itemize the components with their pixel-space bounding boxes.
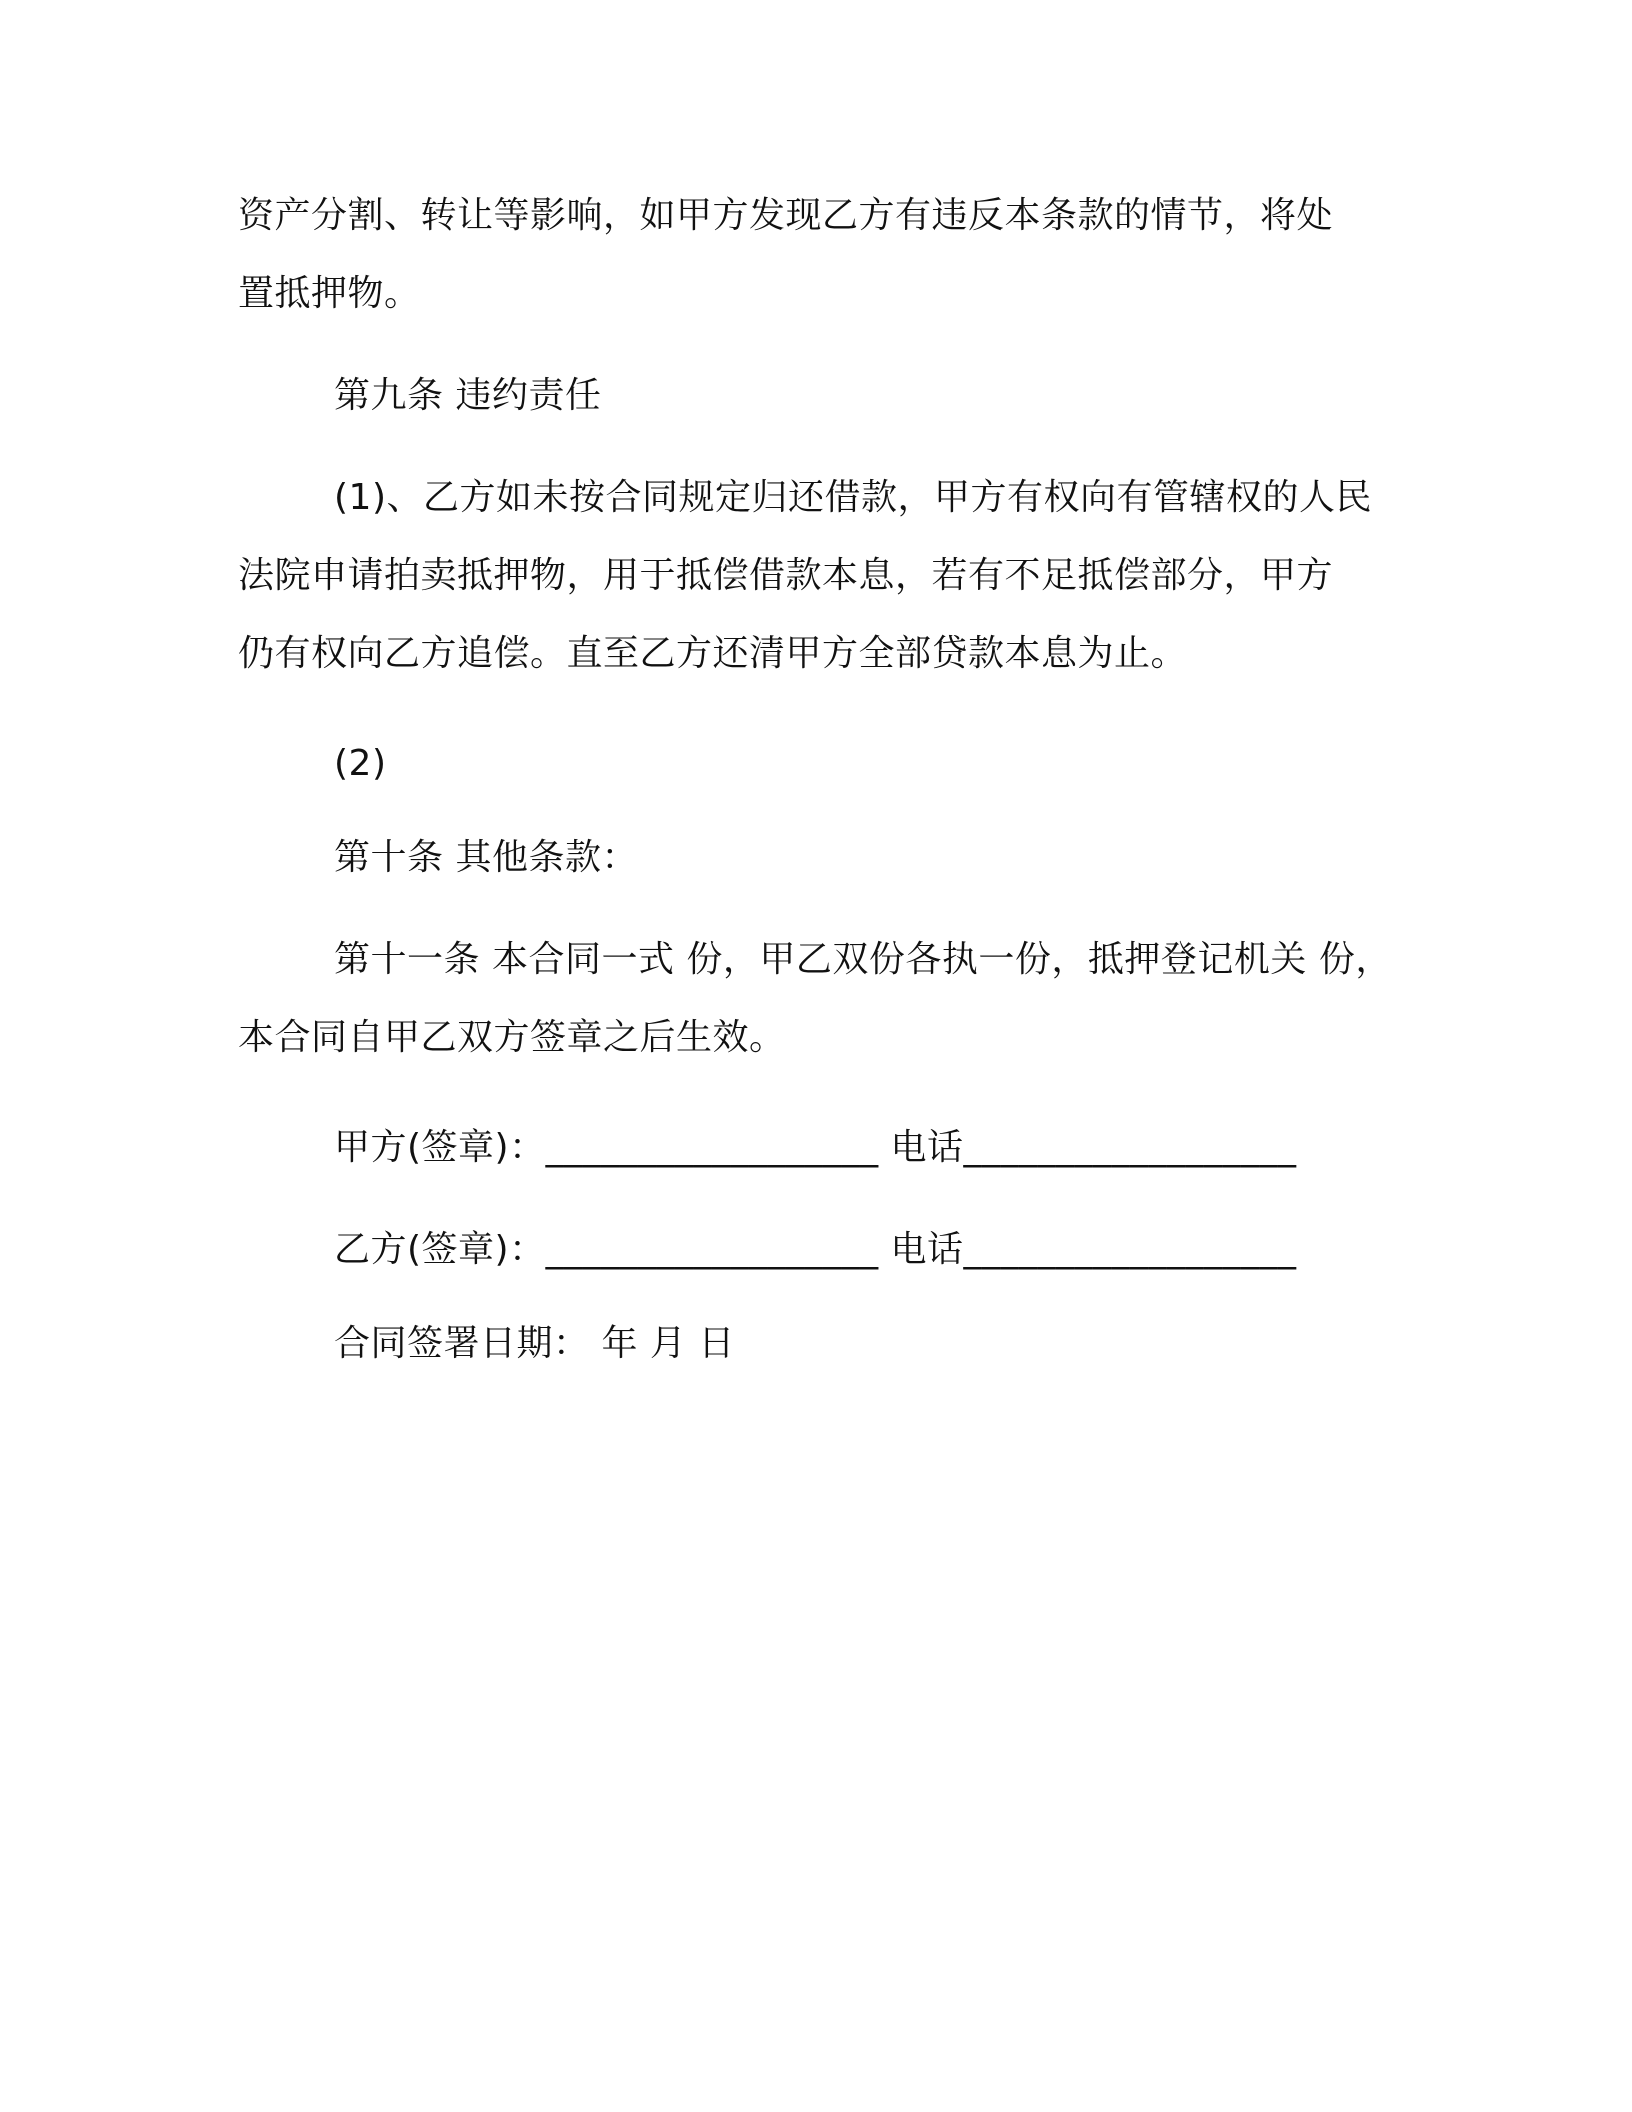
signing-date-line: 合同签署日期： 年 月 日	[334, 1323, 735, 1364]
article-10-title: 第十条 其他条款：	[334, 837, 638, 878]
article-9-item-1-line: 仍有权向乙方追偿。直至乙方还清甲方全部贷款本息为止。	[238, 633, 1188, 674]
article-9-item-2: (2)	[334, 743, 387, 784]
article-9-item-1-line: 法院申请拍卖抵押物，用于抵偿借款本息，若有不足抵偿部分，甲方	[238, 555, 1334, 596]
paragraph-line: 置抵押物。	[238, 273, 421, 314]
article-11-line: 第十一条 本合同一式 份，甲乙双份各执一份，抵押登记机关 份，	[334, 939, 1392, 980]
paragraph-line: 资产分割、转让等影响，如甲方发现乙方有违反本条款的情节，将处	[238, 195, 1334, 236]
article-9-item-1-line: (1)、乙方如未按合同规定归还借款，甲方有权向有管辖权的人民	[334, 477, 1372, 518]
article-11-line: 本合同自甲乙双方签章之后生效。	[238, 1017, 786, 1058]
article-9-title: 第九条 违约责任	[334, 375, 602, 416]
party-a-signature-line: 甲方(签章)：__________________ 电话__________________	[334, 1127, 1297, 1168]
party-b-signature-line: 乙方(签章)：__________________ 电话__________________	[334, 1229, 1297, 1270]
